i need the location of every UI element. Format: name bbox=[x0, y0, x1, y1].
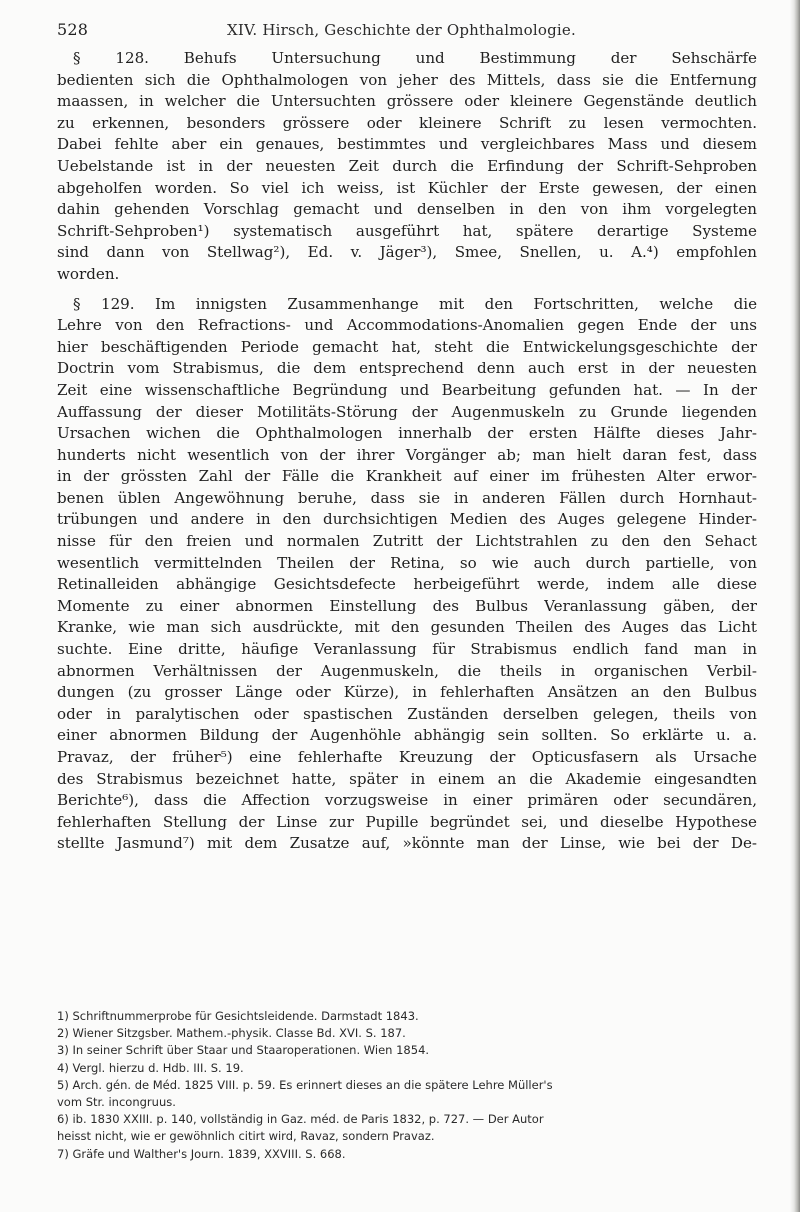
text-line: Lehre von den Refractions- und Accommodations-Anomalien gegen Ende der uns bbox=[57, 316, 757, 335]
footnote: 4) Vergl. hierzu d. Hdb. III. S. 19. bbox=[57, 1060, 244, 1075]
footnotes bbox=[57, 1008, 757, 1163]
text-line: zu erkennen, besonders grössere oder kleinere Schrift zu lesen vermochten. bbox=[57, 113, 757, 132]
footnote: 6) ib. 1830 XXIII. p. 140, vollständig in Gaz. méd. de Paris 1832, p. 727. — Der Autor bbox=[57, 1112, 544, 1127]
text-line: Auffassung der dieser Motilitäts-Störung der Augenmuskeln zu Grunde liegenden bbox=[57, 402, 757, 421]
text-line: maassen, in welcher die Untersuchten grössere oder kleinere Gegenstände deutlich bbox=[57, 92, 757, 111]
text-line: dungen (zu grosser Länge oder Kürze), in fehlerhaften Ansätzen an den Bulbus bbox=[57, 683, 757, 702]
text-line: sind dann von Stellwag²), Ed. v. Jäger³), Smee, Snellen, u. A.⁴) empfohlen bbox=[57, 243, 757, 262]
text-line: des Strabismus bezeichnet hatte, später in einem an die Akademie eingesandten bbox=[57, 769, 757, 788]
text-line: hier beschäftigenden Periode gemacht hat, steht die Entwickelungsgeschichte der bbox=[57, 337, 757, 356]
text-line: abgeholfen worden. So viel ich weiss, ist Küchler der Erste gewesen, der einen bbox=[57, 178, 757, 197]
text-line: Pravaz, der früher⁵) eine fehlerhafte Kreuzung der Opticusfasern als Ursache bbox=[57, 748, 757, 766]
footnote: 2) Wiener Sitzgsber. Mathem.-physik. Classe Bd. XVI. S. 187. bbox=[57, 1026, 406, 1041]
running-title: XIV. Hirsch, Geschichte der Ophthalmologie. bbox=[227, 21, 576, 39]
text-line: wesentlich vermittelnden Theilen der Retina, so wie auch durch partielle, von bbox=[57, 553, 757, 572]
text-line: § 128. Behufs Untersuchung und Bestimmung der Sehschärfe bbox=[73, 49, 757, 67]
body-text bbox=[57, 48, 757, 855]
text-line: nisse für den freien und normalen Zutritt der Lichtstrahlen zu den den Sehact bbox=[57, 532, 757, 551]
paragraph-128 bbox=[57, 48, 757, 286]
text-line: benen üblen Angewöhnung beruhe, dass sie in anderen Fällen durch Hornhaut- bbox=[57, 488, 757, 507]
text-line: suchte. Eine dritte, häufige Veranlassung für Strabismus endlich fand man in bbox=[57, 640, 757, 659]
footnote: 7) Gräfe und Walther's Journ. 1839, XXVIII. S. 668. bbox=[57, 1146, 346, 1161]
page-number: 528 bbox=[57, 20, 89, 39]
text-line: einer abnormen Bildung der Augenhöhle abhängig sein sollten. So erklärte u. a. bbox=[57, 726, 757, 745]
text-line: Retinalleiden abhängige Gesichtsdefecte herbeigeführt werde, indem alle diese bbox=[57, 575, 757, 594]
text-line: Kranke, wie man sich ausdrückte, mit den gesunden Theilen des Auges das Licht bbox=[57, 618, 757, 637]
text-line: Schrift-Sehproben¹) systematisch ausgeführt hat, spätere derartige Systeme bbox=[57, 221, 757, 240]
text-line: Momente zu einer abnormen Einstellung des Bulbus Veranlassung gäben, der bbox=[57, 596, 757, 615]
page-spine-shadow bbox=[790, 0, 800, 1212]
text-line: trübungen und andere in den durchsichtigen Medien des Auges gelegene Hinder- bbox=[57, 510, 757, 529]
paragraph-129 bbox=[57, 294, 757, 855]
text-line: in der grössten Zahl der Fälle die Krankheit auf einer im frühesten Alter erwor- bbox=[57, 467, 757, 486]
footnote: 3) In seiner Schrift über Staar und Staaroperationen. Wien 1854. bbox=[57, 1043, 430, 1058]
footnote-continuation: vom Str. incongruus. bbox=[57, 1095, 176, 1110]
paragraph-gap bbox=[57, 286, 757, 294]
text-line: Zeit eine wissenschaftliche Begründung und Bearbeitung gefunden hat. — In der bbox=[57, 380, 757, 399]
text-line: worden. bbox=[57, 264, 120, 283]
text-line: bedienten sich die Ophthalmologen von jeher des Mittels, dass sie die Entfernung bbox=[57, 70, 757, 89]
text-line: Uebelstande ist in der neuesten Zeit durch die Erfindung der Schrift-Sehproben bbox=[57, 156, 757, 175]
text-line: oder in paralytischen oder spastischen Zuständen derselben gelegen, theils von bbox=[57, 704, 757, 723]
text-line: § 129. Im innigsten Zusammenhange mit den Fortschritten, welche die bbox=[73, 294, 757, 313]
text-line: dahin gehenden Vorschlag gemacht und denselben in den von ihm vorgelegten bbox=[57, 200, 757, 219]
text-line: Doctrin vom Strabismus, die dem entsprechend denn auch erst in der neuesten bbox=[57, 359, 757, 378]
text-line: abnormen Verhältnissen der Augenmuskeln, die theils in organischen Verbil- bbox=[57, 661, 757, 680]
text-line: Dabei fehlte aber ein genaues, bestimmtes und vergleichbares Mass und diesem bbox=[57, 135, 757, 154]
footnote-continuation: heisst nicht, wie er gewöhnlich citirt wird, Ravaz, sondern Pravaz. bbox=[57, 1129, 435, 1144]
text-line: Ursachen wichen die Ophthalmologen innerhalb der ersten Hälfte dieses Jahr- bbox=[57, 424, 757, 443]
page-header bbox=[57, 20, 757, 44]
text-line: Berichte⁶), dass die Affection vorzugsweise in einer primären oder secundären, bbox=[57, 791, 757, 810]
footnote: 5) Arch. gén. de Méd. 1825 VIII. p. 59. Es erinnert dieses an die spätere Lehre Müller's bbox=[57, 1077, 553, 1092]
text-line: hunderts nicht wesentlich von der ihrer Vorgänger ab; man hielt daran fest, dass bbox=[57, 445, 757, 464]
footnote: 1) Schriftnummerprobe für Gesichtsleidende. Darmstadt 1843. bbox=[57, 1009, 419, 1023]
text-line: stellte Jasmund⁷) mit dem Zusatze auf, »könnte man der Linse, wie bei der De- bbox=[57, 834, 757, 853]
text-line: fehlerhaften Stellung der Linse zur Pupille begründet sei, und dieselbe Hypothese bbox=[57, 812, 757, 831]
